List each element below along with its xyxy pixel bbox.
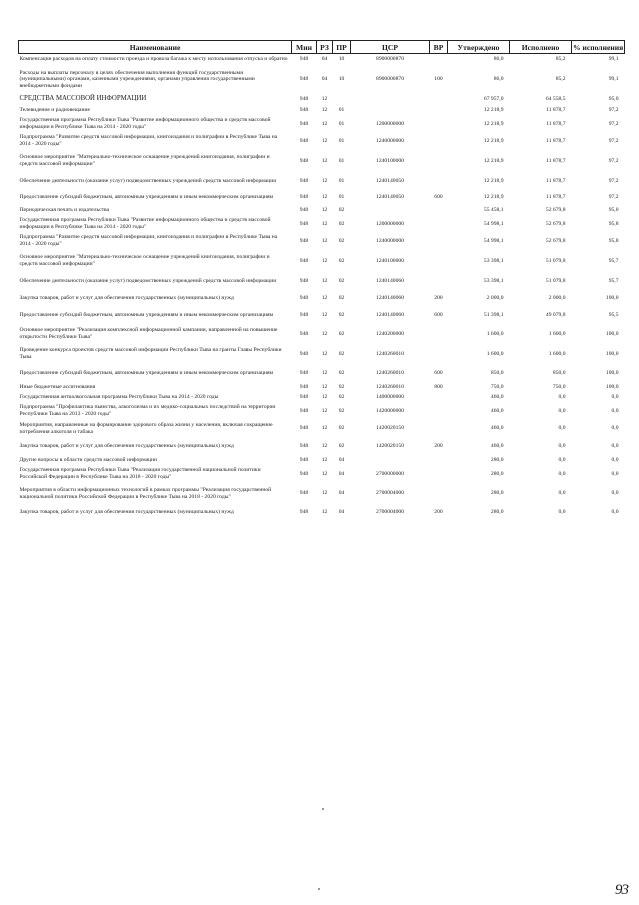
cell-executed: 52 679,8 [545, 237, 566, 244]
cell-percent: 95,8 [608, 237, 619, 244]
cell-name: Подпрограмма "Профилактика пьянства, алкоголизма и их медико-социальных последствий на территории Республики Тыва на 2013 - 2020 годы" [19, 404, 276, 417]
cell-name: Государственная антиалкогольная программа Республики Тыва на 2014 - 2020 годы [19, 394, 219, 401]
cell-pr: 01 [338, 177, 345, 184]
table-row [19, 365, 625, 382]
cell-min: 948 [299, 137, 309, 144]
cell-rz: 12 [321, 137, 328, 144]
cell-rz: 12 [321, 369, 328, 376]
cell-vr: 600 [434, 193, 443, 200]
cell-pr: 02 [338, 350, 345, 357]
cell-pr: 02 [338, 383, 345, 390]
cell-min: 948 [299, 442, 309, 449]
cell-csr: 1240260010 [376, 383, 404, 390]
cell-csr [351, 455, 430, 466]
budget-table [18, 40, 625, 521]
cell-percent: 97,2 [608, 177, 619, 184]
cell-percent: 99,1 [608, 56, 619, 63]
cell-vr [430, 455, 448, 466]
cell-vr [430, 133, 448, 150]
cell-csr [351, 205, 430, 216]
cell-csr: 2700000000 [376, 470, 404, 477]
cell-percent: 97,2 [608, 120, 619, 127]
cell-executed: 11 878,7 [546, 106, 566, 113]
cell-pr [333, 94, 351, 105]
cell-pr: 01 [338, 106, 345, 113]
cell-name: Периодическая печать и издательства [19, 206, 110, 213]
cell-percent: 95,7 [608, 257, 619, 264]
table-row [19, 325, 625, 344]
cell-approved: 67 957,0 [483, 95, 504, 102]
cell-pr: 04 [338, 509, 345, 516]
cell-pr: 01 [338, 137, 345, 144]
cell-name: Телевидение и радиовещание [19, 106, 90, 113]
cell-executed: 49 079,8 [545, 312, 566, 319]
cell-approved: 55 458,1 [483, 206, 504, 213]
cell-executed: 11 878,7 [546, 177, 566, 184]
cell-percent: 0,0 [611, 456, 619, 463]
cell-rz: 12 [321, 407, 328, 414]
cell-percent: 97,2 [608, 193, 619, 200]
cell-percent: 0,0 [611, 394, 619, 401]
cell-csr: 8900000870 [376, 76, 404, 83]
header-name: Наименование [19, 41, 292, 54]
table-row [19, 393, 625, 403]
cell-rz: 12 [321, 106, 328, 113]
cell-percent: 97,2 [608, 106, 619, 113]
table-row [19, 420, 625, 438]
cell-min: 948 [299, 350, 309, 357]
cell-approved: 280,0 [490, 490, 504, 497]
cell-pr: 02 [338, 220, 345, 227]
cell-csr: 1240260010 [376, 369, 404, 376]
cell-executed: 1 600,0 [548, 350, 566, 357]
cell-rz: 12 [321, 312, 328, 319]
cell-vr [430, 205, 448, 216]
cell-name: Основное мероприятие "Материально-техническое оснащение учреждений книгоиздания, полиграфии и средств массовой информации" [19, 154, 270, 167]
cell-executed: 0,0 [558, 470, 566, 477]
cell-rz: 12 [321, 394, 328, 401]
cell-min: 948 [299, 456, 309, 463]
cell-vr [430, 54, 448, 66]
cell-name: Расходы на выплаты персоналу в целях обеспечения выполнения функций государственными (муниципальными) органами, казенными учреждениями, органами управления государственными внебюджетными фондами [19, 69, 255, 89]
cell-pr: 02 [338, 257, 345, 264]
cell-percent: 100,0 [605, 350, 619, 357]
cell-vr [430, 233, 448, 250]
cell-executed: 1 600,0 [548, 330, 566, 337]
table-row [19, 173, 625, 190]
cell-rz: 12 [321, 193, 328, 200]
cell-name: Другие вопросы в области средств массовой информации [19, 456, 158, 463]
cell-percent: 95,0 [608, 206, 619, 213]
cell-executed: 11 878,7 [546, 120, 566, 127]
cell-approved: 12 218,9 [483, 137, 504, 144]
cell-executed: 11 878,7 [546, 157, 566, 164]
cell-rz: 12 [321, 177, 328, 184]
table-row [19, 505, 625, 521]
cell-rz: 12 [321, 442, 328, 449]
cell-rz: 12 [321, 330, 328, 337]
cell-min: 948 [299, 56, 309, 63]
cell-name: Предоставление субсидий бюджетным, автономным учреждениям и иным некоммерческим организациям [19, 369, 274, 376]
cell-percent: 0,0 [611, 407, 619, 414]
cell-csr: 2700004000 [376, 490, 404, 497]
cell-percent: 95,8 [608, 220, 619, 227]
cell-approved: 54 998,1 [483, 220, 504, 227]
cell-csr: 2700004000 [376, 509, 404, 516]
cell-name: Компенсация расходов на оплату стоимости проезда и провоза багажа к месту использования отпуска и обратно [19, 56, 288, 63]
cell-csr: 1420000000 [376, 407, 404, 414]
table-row [19, 105, 625, 116]
cell-percent: 95,5 [608, 312, 619, 319]
cell-vr [430, 173, 448, 190]
cell-executed: 0,0 [558, 509, 566, 516]
cell-approved: 460,0 [490, 394, 504, 401]
cell-pr: 02 [338, 277, 345, 284]
cell-vr [430, 420, 448, 438]
cell-min: 948 [299, 206, 309, 213]
cell-approved: 280,0 [490, 509, 504, 516]
cell-vr [430, 393, 448, 403]
cell-approved: 86,0 [493, 76, 504, 83]
cell-pr: 02 [338, 394, 345, 401]
table-row [19, 344, 625, 365]
cell-csr: 1240140050 [376, 193, 404, 200]
cell-csr: 1240140060 [376, 294, 404, 301]
table-row [19, 205, 625, 216]
cell-executed: 0,0 [558, 456, 566, 463]
cell-approved: 280,0 [490, 470, 504, 477]
cell-rz: 12 [321, 350, 328, 357]
cell-pr: 02 [338, 294, 345, 301]
cell-pr: 02 [338, 330, 345, 337]
cell-percent: 0,0 [611, 490, 619, 497]
scan-speck [318, 888, 320, 890]
cell-csr: 1240140050 [376, 177, 404, 184]
cell-csr: 1400000000 [376, 394, 404, 401]
cell-executed: 0,0 [558, 442, 566, 449]
table-row [19, 466, 625, 483]
cell-vr [430, 273, 448, 290]
cell-approved: 53 398,1 [483, 277, 504, 284]
header-rz: РЗ [317, 41, 333, 54]
cell-pr: 01 [338, 120, 345, 127]
cell-rz: 12 [321, 509, 328, 516]
cell-executed: 0,0 [558, 490, 566, 497]
cell-min: 948 [299, 490, 309, 497]
header-executed: Исполнено [510, 41, 572, 54]
cell-rz: 12 [321, 277, 328, 284]
cell-vr: 200 [434, 294, 443, 301]
cell-vr [430, 116, 448, 133]
cell-approved: 12 218,9 [483, 106, 504, 113]
cell-vr [430, 344, 448, 365]
table-row [19, 290, 625, 307]
cell-min: 948 [299, 407, 309, 414]
budget-execution-report [18, 40, 624, 521]
cell-name: Закупка товаров, работ и услуг для обеспечения государственных (муниципальных) нужд [19, 442, 234, 449]
cell-executed: 0,0 [558, 407, 566, 414]
cell-vr: 800 [434, 383, 443, 390]
cell-percent: 95,0 [608, 95, 619, 102]
cell-csr [351, 105, 430, 116]
cell-pr: 02 [338, 206, 345, 213]
cell-min: 948 [299, 193, 309, 200]
cell-name: Мероприятия, направленные на формирование здорового образа жизни у населения, включая сокращение потребления алкоголя и табака [19, 421, 273, 435]
cell-executed: 52 679,8 [545, 206, 566, 213]
cell-rz: 12 [321, 257, 328, 264]
table-row [19, 273, 625, 290]
cell-pr: 04 [338, 470, 345, 477]
cell-min: 948 [299, 120, 309, 127]
cell-approved: 54 998,1 [483, 237, 504, 244]
cell-executed: 85,2 [555, 76, 566, 83]
cell-approved: 53 398,1 [483, 257, 504, 264]
cell-rz: 12 [321, 456, 328, 463]
header-min: Мин [292, 41, 317, 54]
header-csr: ЦСР [351, 41, 430, 54]
table-row [19, 66, 625, 94]
cell-name: Предоставление субсидий бюджетным, автономным учреждениям и иным некоммерческим организациям [19, 193, 274, 200]
cell-min: 948 [299, 330, 309, 337]
table-row [19, 307, 625, 325]
cell-csr: 1240260010 [376, 350, 404, 357]
cell-csr: 1420020150 [376, 425, 404, 432]
table-row [19, 233, 625, 250]
cell-pr: 02 [338, 425, 345, 432]
cell-csr: 1240100000 [376, 157, 404, 164]
table-row [19, 190, 625, 205]
cell-executed: 0,0 [558, 394, 566, 401]
cell-min: 948 [299, 106, 309, 113]
cell-approved: 1 600,0 [486, 330, 504, 337]
table-row [19, 216, 625, 233]
cell-name: Обеспечение деятельности (оказание услуг) подведомственных учреждений средств массовой информации [19, 277, 277, 284]
cell-min: 948 [299, 509, 309, 516]
cell-executed: 51 079,8 [545, 277, 566, 284]
cell-pr: 02 [338, 237, 345, 244]
cell-percent: 100,0 [605, 369, 619, 376]
cell-min: 948 [299, 220, 309, 227]
cell-approved: 460,0 [490, 407, 504, 414]
cell-rz: 12 [321, 237, 328, 244]
table-row [19, 94, 625, 105]
table-row [19, 150, 625, 173]
cell-name: Государственная программа Республики Тыва "Развитие информационного общества и средств массовой информации в Республике Тыва на 2014 - 2020 годы" [19, 217, 271, 230]
cell-executed: 11 878,7 [546, 137, 566, 144]
cell-csr: 1240000000 [376, 237, 404, 244]
table-row [19, 54, 625, 66]
cell-csr: 8900000870 [376, 56, 404, 63]
table-row [19, 133, 625, 150]
cell-approved: 12 218,9 [483, 120, 504, 127]
cell-name: Проведение конкурса проектов средств массовой информации Республики Тыва на гранты Главы Республики Тыва [19, 347, 282, 360]
cell-percent: 97,2 [608, 157, 619, 164]
cell-rz: 12 [321, 120, 328, 127]
cell-approved: 51 398,1 [483, 312, 504, 319]
cell-rz: 04 [321, 56, 328, 63]
header-pr: ПР [333, 41, 351, 54]
cell-vr [430, 466, 448, 483]
cell-csr [351, 94, 430, 105]
header-approved: Утверждено [448, 41, 510, 54]
cell-vr [430, 483, 448, 505]
cell-min: 948 [299, 177, 309, 184]
cell-executed: 52 679,8 [545, 220, 566, 227]
cell-vr [430, 216, 448, 233]
table-body [19, 54, 625, 521]
cell-min: 948 [299, 237, 309, 244]
cell-vr [430, 250, 448, 273]
cell-min: 948 [299, 76, 309, 83]
cell-csr: 1240100000 [376, 257, 404, 264]
cell-rz: 12 [321, 220, 328, 227]
cell-percent: 0,0 [611, 509, 619, 516]
cell-executed: 11 878,7 [546, 193, 566, 200]
cell-executed: 64 558,5 [545, 95, 566, 102]
cell-vr: 600 [434, 369, 443, 376]
table-header-row [19, 41, 625, 54]
cell-csr: 1200000000 [376, 220, 404, 227]
cell-name: Иные бюджетные ассигнования [19, 383, 96, 390]
cell-executed: 2 000,0 [548, 294, 566, 301]
cell-percent: 97,2 [608, 137, 619, 144]
cell-rz: 12 [321, 95, 328, 102]
cell-name: Обеспечение деятельности (оказание услуг) подведомственных учреждений средств массовой информации [19, 177, 277, 184]
table-row [19, 250, 625, 273]
cell-min: 948 [299, 470, 309, 477]
cell-percent: 0,0 [611, 442, 619, 449]
cell-vr [430, 105, 448, 116]
cell-min: 948 [299, 425, 309, 432]
cell-min: 948 [299, 157, 309, 164]
cell-vr: 600 [434, 312, 443, 319]
cell-pr: 02 [338, 369, 345, 376]
scan-speck [322, 808, 324, 810]
cell-executed: 0,0 [558, 425, 566, 432]
cell-min: 948 [299, 95, 309, 102]
cell-approved: 850,0 [490, 369, 504, 376]
cell-min: 948 [299, 277, 309, 284]
cell-percent: 100,0 [605, 383, 619, 390]
cell-pr: 01 [338, 193, 345, 200]
cell-csr: 1240200000 [376, 330, 404, 337]
cell-approved: 12 218,9 [483, 193, 504, 200]
cell-vr [430, 94, 448, 105]
cell-approved: 2 000,0 [486, 294, 504, 301]
cell-approved: 1 600,0 [486, 350, 504, 357]
cell-rz: 12 [321, 206, 328, 213]
cell-csr: 1200000000 [376, 120, 404, 127]
cell-percent: 0,0 [611, 425, 619, 432]
cell-csr: 1240140060 [376, 312, 404, 319]
cell-min: 948 [299, 257, 309, 264]
cell-rz: 12 [321, 383, 328, 390]
cell-executed: 85,2 [555, 56, 566, 63]
cell-rz: 12 [321, 294, 328, 301]
cell-pr: 04 [338, 456, 345, 463]
cell-executed: 850,0 [552, 369, 566, 376]
cell-pr: 01 [338, 157, 345, 164]
header-percent: % исполнения [573, 42, 624, 52]
cell-name: Предоставление субсидий бюджетным, автономным учреждениям и иным некоммерческим организациям [19, 312, 274, 319]
cell-pr: 10 [338, 76, 345, 83]
cell-approved: 460,0 [490, 425, 504, 432]
cell-name: Основное мероприятие "Реализация комплексной информационной кампании, направленной на повышение открытости Республики Тыва" [19, 327, 278, 340]
cell-name: Государственная программа Республики Тыва "Реализация государственной национальной политики Российской Федерации в Республике Тыва на 2018 - 2020 годы" [19, 467, 261, 480]
cell-name: Мероприятия в области информационных технологий в рамках программы "Реализация государственной национальной политики Российской Федерации в Республике Тыва на 2018 - 2020 годы" [19, 486, 272, 500]
page-number: 93 [615, 882, 628, 898]
table-row [19, 403, 625, 420]
cell-approved: 86,0 [493, 56, 504, 63]
cell-vr [430, 325, 448, 344]
cell-rz: 12 [321, 470, 328, 477]
cell-executed: 750,0 [552, 383, 566, 390]
cell-approved: 12 218,9 [483, 157, 504, 164]
cell-percent: 0,0 [611, 470, 619, 477]
cell-percent: 95,7 [608, 277, 619, 284]
cell-approved: 12 218,9 [483, 177, 504, 184]
cell-name: Закупка товаров, работ и услуг для обеспечения государственных (муниципальных) нужд [19, 294, 234, 301]
table-row [19, 455, 625, 466]
cell-name: СРЕДСТВА МАССОВОЙ ИНФОРМАЦИИ [19, 95, 147, 102]
cell-pr: 04 [338, 490, 345, 497]
cell-pr: 10 [338, 56, 345, 63]
cell-rz: 12 [321, 157, 328, 164]
table-row [19, 438, 625, 455]
cell-approved: 280,0 [490, 456, 504, 463]
cell-percent: 100,0 [605, 294, 619, 301]
cell-executed: 51 079,8 [545, 257, 566, 264]
cell-min: 948 [299, 383, 309, 390]
cell-name: Подпрограмма "Развитие средств массовой информации, книгоиздания и полиграфии в Республике Тыва на 2014 - 2020 годы" [19, 234, 278, 247]
cell-vr: 100 [434, 76, 443, 83]
cell-vr: 200 [434, 442, 443, 449]
cell-percent: 100,0 [605, 330, 619, 337]
cell-min: 948 [299, 312, 309, 319]
cell-name: Закупка товаров, работ и услуг для обеспечения государственных (муниципальных) нужд [19, 509, 234, 516]
cell-min: 948 [299, 294, 309, 301]
cell-vr: 200 [434, 509, 443, 516]
cell-rz: 12 [321, 490, 328, 497]
header-vr: ВР [430, 41, 448, 54]
cell-vr [430, 150, 448, 173]
cell-csr: 1420020150 [376, 442, 404, 449]
table-row [19, 483, 625, 505]
cell-min: 948 [299, 394, 309, 401]
cell-pr: 02 [338, 312, 345, 319]
cell-csr: 1240000000 [376, 137, 404, 144]
cell-csr: 1240140060 [376, 277, 404, 284]
cell-percent: 99,1 [608, 76, 619, 83]
cell-min: 948 [299, 369, 309, 376]
cell-approved: 460,0 [490, 442, 504, 449]
table-row [19, 382, 625, 393]
cell-name: Государственная программа Республики Тыва "Развитие информационного общества и средств массовой информации в Республике Тыва на 2014 - 2020 годы" [19, 117, 271, 130]
cell-pr: 02 [338, 407, 345, 414]
cell-rz: 12 [321, 425, 328, 432]
cell-name: Основное мероприятие "Материально-техническое оснащение учреждений книгоиздания, полиграфии и средств массовой информации" [19, 254, 270, 267]
cell-approved: 750,0 [490, 383, 504, 390]
cell-vr [430, 403, 448, 420]
cell-pr: 02 [338, 442, 345, 449]
cell-name: Подпрограмма "Развитие средств массовой информации, книгоиздания и полиграфии в Республике Тыва на 2014 - 2020 годы" [19, 134, 278, 147]
table-row [19, 116, 625, 133]
cell-rz: 04 [321, 76, 328, 83]
